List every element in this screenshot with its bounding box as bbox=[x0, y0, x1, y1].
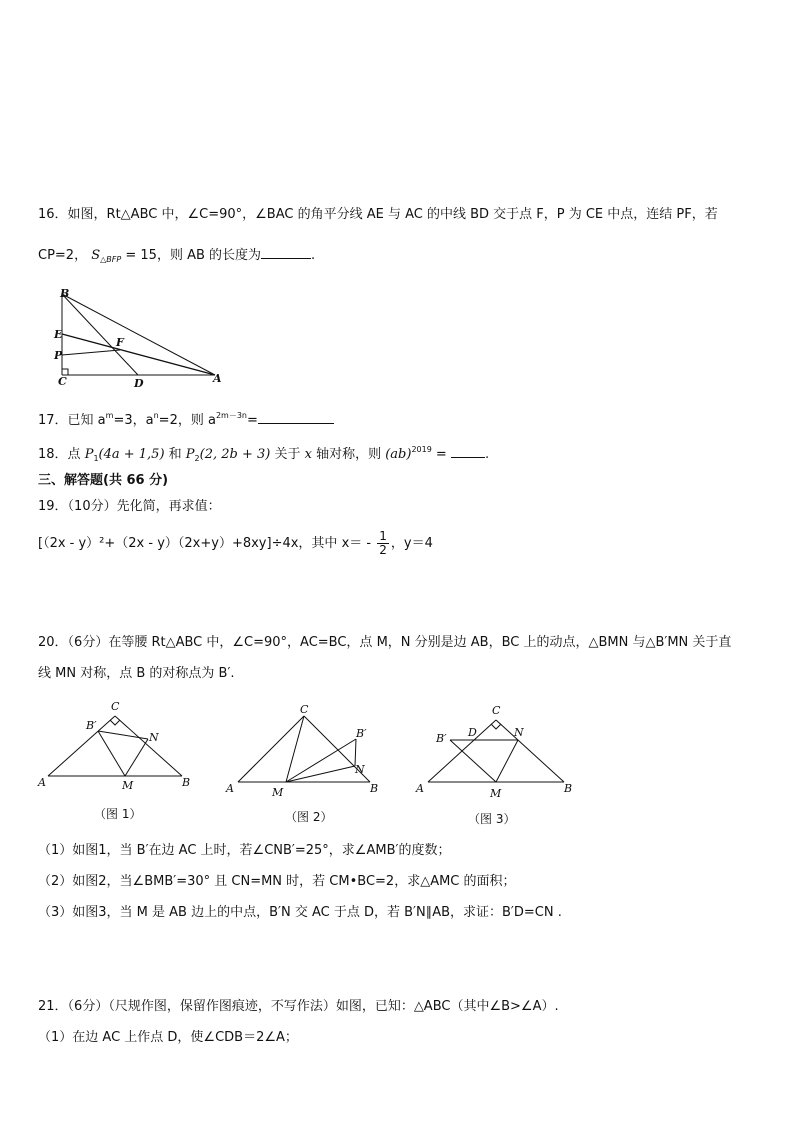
fig1-label-bprime: B′ bbox=[86, 719, 97, 732]
fig1-label-c: C bbox=[111, 700, 120, 713]
fig1-label-n: N bbox=[149, 731, 159, 744]
q18-p1-sub: 1 bbox=[93, 454, 99, 463]
q16-label-c: C bbox=[58, 375, 67, 388]
q17-sup-m: m bbox=[105, 411, 114, 420]
q18-p2-sub: 2 bbox=[194, 454, 200, 463]
q19-frac-num: 1 bbox=[379, 529, 387, 543]
fig3-label-a: A bbox=[416, 782, 424, 795]
q16-given-cp: CP=2， bbox=[38, 248, 88, 263]
q18-line bbox=[38, 441, 489, 468]
q17-eq: = bbox=[246, 413, 258, 428]
fig1-label-m: M bbox=[122, 779, 134, 792]
q20-sub3: （3）如图3，当 M 是 AB 边上的中点，B′N 交 AC 于点 D，若 B′N∥AB，求证：B′D=CN . bbox=[38, 905, 562, 920]
q16-label-b: B bbox=[60, 287, 70, 300]
q18-expr: (ab) bbox=[385, 447, 412, 462]
q19-tail: ，y＝4 bbox=[390, 536, 433, 551]
q18-exp: 2019 bbox=[411, 445, 432, 454]
fig2-label-bprime: B′ bbox=[356, 727, 367, 740]
q16-label-e: E bbox=[54, 328, 63, 341]
q20-line1: 20．（6分）在等腰 Rt△ABC 中，∠C=90°，AC=BC，点 M，N 分别是边 AB，BC 上的动点，△BMN 与△B′MN 关于直 bbox=[38, 635, 732, 650]
q17-sup-exp: 2m－3n bbox=[215, 411, 247, 420]
q16-label-d: D bbox=[134, 377, 144, 390]
q19-title: 19．（10分）先化简，再求值： bbox=[38, 499, 221, 514]
q18-p2: P bbox=[185, 447, 195, 462]
q17-text-b: =3，a bbox=[113, 413, 154, 428]
q16-answer-blank bbox=[261, 244, 311, 259]
q18-x: x bbox=[304, 447, 312, 462]
q21-line2: （1）在边 AC 上作点 D，使∠CDB＝2∠A； bbox=[38, 1030, 298, 1045]
q16-area-symbol: S bbox=[91, 248, 101, 263]
q16-label-p: P bbox=[54, 349, 63, 362]
fig3-label-d: D bbox=[468, 726, 477, 739]
q16-question: ，则 AB 的长度为 bbox=[156, 248, 262, 263]
fig2-label-a: A bbox=[226, 782, 234, 795]
q16-line1: 16．如图，Rt△ABC 中，∠C=90°，∠BAC 的角平分线 AE 与 AC 的中线 BD 交于点 F，P 为 CE 中点，连结 PF，若 bbox=[38, 207, 718, 222]
fig2-label-b: B bbox=[370, 782, 379, 795]
section-3-heading: 三、解答题(共 66 分) bbox=[38, 473, 169, 488]
q20-figure-3 bbox=[410, 700, 585, 800]
q20-figure-2 bbox=[220, 700, 390, 800]
q18-p1-coord: (4a + 1,5) bbox=[98, 447, 165, 462]
q18-text-a: 18．点 bbox=[38, 447, 85, 462]
q18-p1: P bbox=[84, 447, 94, 462]
fig3-label-m: M bbox=[490, 787, 502, 800]
q19-fraction bbox=[377, 530, 389, 557]
fig2-label-n: N bbox=[355, 763, 365, 776]
q17-sup-n: n bbox=[153, 411, 159, 420]
q18-and: 和 bbox=[164, 447, 186, 462]
q20-sub1: （1）如图1，当 B′在边 AC 上时，若∠CNB′=25°，求∠AMB′的度数； bbox=[38, 843, 451, 858]
fig2-label-c: C bbox=[300, 703, 309, 716]
q20-fig2-caption: （图 2） bbox=[285, 810, 333, 824]
q20-sub2: （2）如图2，当∠BMB′=30° 且 CN=MN 时，若 CM•BC=2，求△AMC 的面积； bbox=[38, 874, 516, 889]
fig1-label-a: A bbox=[38, 776, 46, 789]
fig3-label-c: C bbox=[492, 704, 501, 717]
q20-fig3-caption: （图 3） bbox=[468, 812, 516, 826]
q16-figure bbox=[50, 284, 230, 390]
q20-line2: 线 MN 对称，点 B 的对称点为 B′. bbox=[38, 666, 235, 681]
q18-p2-coord: (2, 2b + 3) bbox=[199, 447, 271, 462]
fig3-label-bprime: B′ bbox=[436, 732, 447, 745]
q20-fig1-caption: （图 1） bbox=[94, 807, 142, 821]
q17-text-a: 17．已知 a bbox=[38, 413, 106, 428]
fig2-label-m: M bbox=[272, 786, 284, 799]
q17-answer-blank bbox=[258, 409, 334, 424]
q19-frac-den: 2 bbox=[379, 543, 387, 557]
q18-period: . bbox=[484, 447, 490, 462]
q16-period: . bbox=[311, 248, 316, 263]
fig3-label-n: N bbox=[514, 726, 524, 739]
q18-eq: = bbox=[431, 447, 451, 462]
q18-text-b: 关于 bbox=[270, 447, 305, 462]
q16-area-subscript: △BFP bbox=[100, 255, 122, 264]
q16-label-f: F bbox=[116, 336, 124, 349]
q21-line1: 21．（6分）（尺规作图，保留作图痕迹，不写作法）如图，已知：△ABC（其中∠B>∠A）. bbox=[38, 999, 559, 1014]
q19-expr: [（2x - y）²+（2x - y）（2x+y）+8xy]÷4x，其中 x＝ - bbox=[38, 536, 372, 551]
q17-line bbox=[38, 407, 334, 430]
q17-text-c: =2，则 a bbox=[158, 413, 216, 428]
q20-figure-1 bbox=[30, 696, 200, 796]
q18-answer-blank bbox=[451, 443, 485, 458]
q18-text-c: 轴对称，则 bbox=[311, 447, 386, 462]
q16-area-value: = 15 bbox=[125, 248, 157, 263]
q16-label-a: A bbox=[213, 372, 222, 385]
fig3-label-b: B bbox=[564, 782, 573, 795]
q16-line2 bbox=[38, 244, 315, 269]
q19-expression bbox=[38, 530, 433, 557]
fig1-label-b: B bbox=[182, 776, 191, 789]
